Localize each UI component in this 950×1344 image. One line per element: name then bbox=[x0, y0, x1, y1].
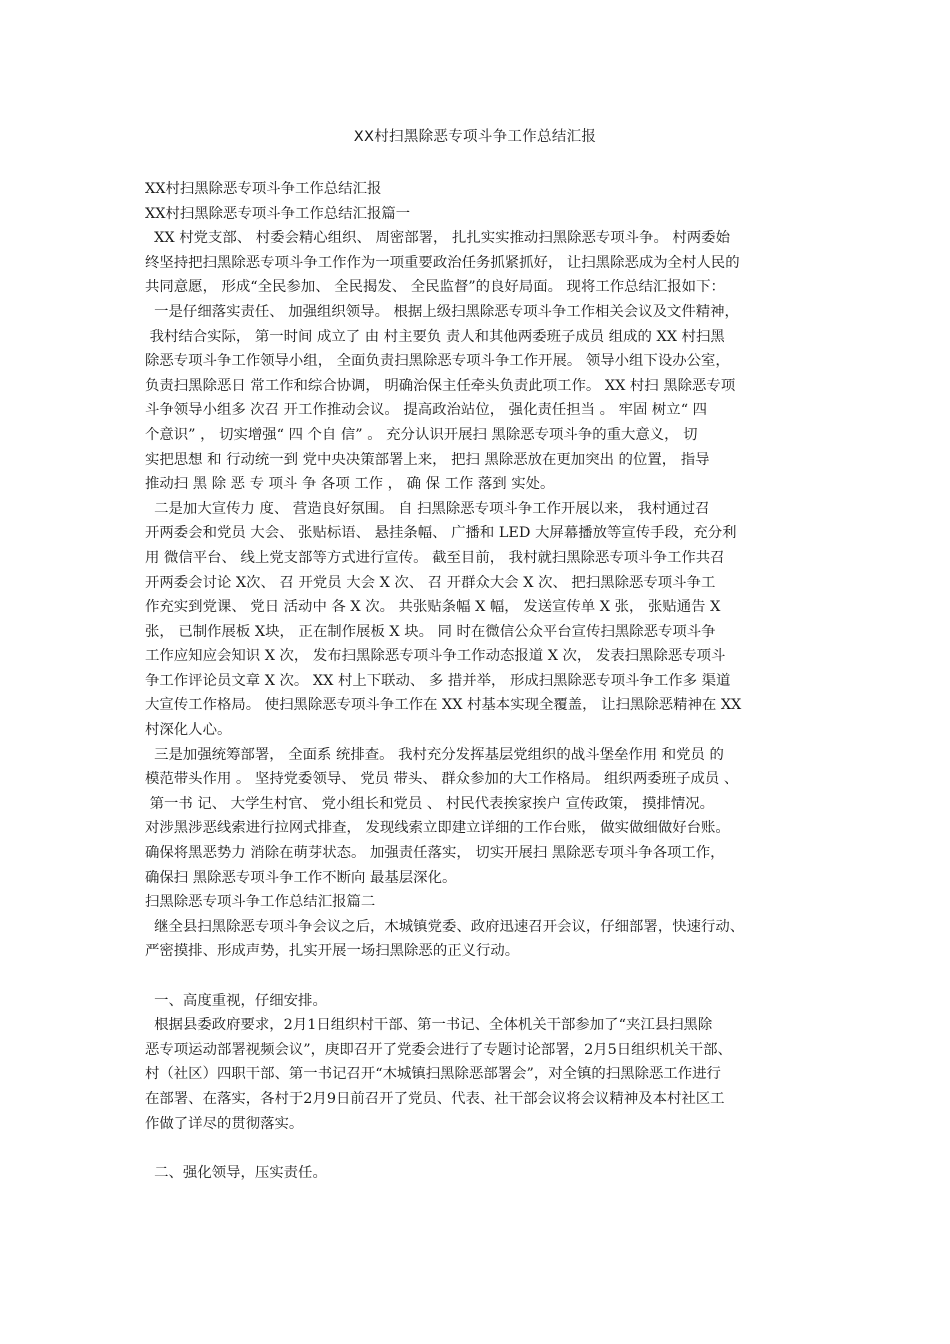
text-line: 张， 已制作展板 X块， 正在制作展板 X 块。 同 时在微信公众平台宣传扫黑除恶专项斗争 bbox=[145, 623, 716, 640]
text-line: 确保将黑恶势力 消除在萌芽状态。 加强责任落实， 切实开展扫 黑除恶专项斗争各项工作， bbox=[145, 845, 725, 862]
text-line: 争工作评论员文章 X 次。 XX 村上下联动、 多 措并举， 形成扫黑除恶专项斗争工作多 渠道 bbox=[145, 672, 731, 689]
text-line: 村深化人心。 bbox=[145, 722, 232, 739]
text-line: 除恶专项斗争工作领导小组， 全面负责扫黑除恶专项斗争工作开展。 领导小组下设办公室， bbox=[145, 353, 730, 370]
text-line: 实把思想 和 行动统一到 党中央决策部署上来， 把扫 黑除恶放在更加突出 的位置， 指导 bbox=[145, 451, 710, 468]
blank-line bbox=[145, 964, 815, 989]
text-line: 大宣传工作格局。 使扫黑除恶专项斗争工作在 XX 村基本实现全覆盖， 让扫黑除恶精神在 XX bbox=[145, 697, 742, 714]
text-line: 严密摸排、形成声势，扎实开展一场扫黑除恶的正义行动。 bbox=[145, 943, 520, 960]
text-line: 终坚持把扫黑除恶专项斗争工作作为一项重要政治任务抓紧抓好， 让扫黑除恶成为全村人民的 bbox=[145, 254, 740, 271]
text-line: XX 村党支部、 村委会精心组织、 周密部署， 扎扎实实推动扫黑除恶专项斗争。 村两委始 bbox=[145, 230, 730, 247]
text-line: XX村扫黑除恶专项斗争工作总结汇报篇一 bbox=[145, 205, 411, 222]
text-line: 作充实到党课、 党日 活动中 各 X 次。 共张贴条幅 X 幅， 发送宣传单 X 张， 张贴通告 X bbox=[145, 599, 721, 616]
text-line: 对涉黑涉恶线索进行拉网式排查， 发现线索立即建立详细的工作台账， 做实做细做好台账。 bbox=[145, 820, 730, 837]
text-line: 开两委会和党员 大会、 张贴标语、 悬挂条幅、 广播和 LED 大屏幕播放等宣传手段，充分利 bbox=[145, 525, 737, 542]
text-line: 模范带头作用 。 坚持党委领导、 党员 带头、 群众参加的大工作格局。 组织两委班子成员 、 bbox=[145, 771, 739, 788]
blank-line bbox=[145, 1136, 815, 1161]
text-line: 作做了详尽的贯彻落实。 bbox=[145, 1115, 304, 1132]
text-line: 一是仔细落实责任、 加强组织领导。 根据上级扫黑除恶专项斗争工作相关会议及文件精神， bbox=[145, 303, 739, 320]
text-line: 开两委会讨论 X次、 召 开党员 大会 X 次、 召 开群众大会 X 次、 把扫黑除恶专项斗争工 bbox=[145, 574, 716, 591]
document-title: XX村扫黑除恶专项斗争工作总结汇报 bbox=[353, 129, 597, 145]
text-line: 工作应知应会知识 X 次， 发布扫黑除恶专项斗争工作动态报道 X 次， 发表扫黑除恶专项斗 bbox=[145, 648, 726, 665]
text-line: 村（社区）四职干部、第一书记召开“木城镇扫黑除恶部署会”，对全镇的扫黑除恶工作进行 bbox=[145, 1066, 721, 1083]
text-line: 扫黑除恶专项斗争工作总结汇报篇二 bbox=[145, 894, 376, 911]
document-body bbox=[145, 177, 815, 1185]
text-line: 用 微信平台、 线上党支部等方式进行宣传。 截至目前， 我村就扫黑除恶专项斗争工作共召 bbox=[145, 549, 725, 566]
text-line: 共同意愿， 形成“全民参加、 全民揭发、 全民监督”的良好局面。 现将工作总结汇报如下： bbox=[145, 279, 725, 296]
text-line: 我村结合实际， 第一时间 成立了 由 村主要负 责人和其他两委班子成员 组成的 XX 村扫黑 bbox=[145, 328, 725, 345]
text-line: 负责扫黑除恶日 常工作和综合协调， 明确治保主任牵头负责此项工作。 XX 村扫 黑除恶专项 bbox=[145, 377, 736, 394]
text-line: 三是加强统筹部署， 全面系 统排查。 我村充分发挥基层党组织的战斗堡垒作用 和党员 的 bbox=[145, 746, 724, 763]
text-line: XX村扫黑除恶专项斗争工作总结汇报 bbox=[145, 181, 382, 197]
text-line: 个意识” ， 切实增强“ 四 个自 信” 。 充分认识开展扫 黑除恶专项斗争的重大意义， 切 bbox=[145, 426, 698, 443]
text-line: 二是加大宣传力 度、 营造良好氛围。 自 扫黑除恶专项斗争工作开展以来， 我村通过召 bbox=[145, 500, 710, 517]
text-line: 确保扫 黑除恶专项斗争工作不断向 最基层深化。 bbox=[145, 869, 457, 886]
text-line: 根据县委政府要求，2月1日组织村干部、第一书记、全体机关干部参加了“夹江县扫黑除 bbox=[145, 1017, 713, 1034]
text-line: 在部署、在落实，各村于2月9日前召开了党员、代表、社干部会议将会议精神及本村社区工 bbox=[145, 1090, 725, 1107]
text-line: 二、强化领导，压实责任。 bbox=[145, 1164, 327, 1181]
text-line: 恶专项运动部署视频会议”，庚即召开了党委会进行了专题讨论部署，2月5日组织机关干部、 bbox=[145, 1041, 732, 1058]
text-line: 推动扫 黑 除 恶 专 项斗 争 各项 工作 ， 确 保 工作 落到 实处。 bbox=[145, 476, 555, 493]
text-line: 斗争领导小组多 次召 开工作推动会议。 提高政治站位， 强化责任担当 。 牢固 树立“ 四 bbox=[145, 402, 708, 419]
text-line: 一、高度重视，仔细安排。 bbox=[145, 992, 327, 1009]
text-line: 继全县扫黑除恶专项斗争会议之后，木城镇党委、政府迅速召开会议，仔细部署，快速行动、 bbox=[145, 918, 745, 935]
text-line: 第一书 记、 大学生村官、 党小组长和党员 、 村民代表挨家挨户 宣传政策， 摸排情况。 bbox=[145, 795, 715, 812]
